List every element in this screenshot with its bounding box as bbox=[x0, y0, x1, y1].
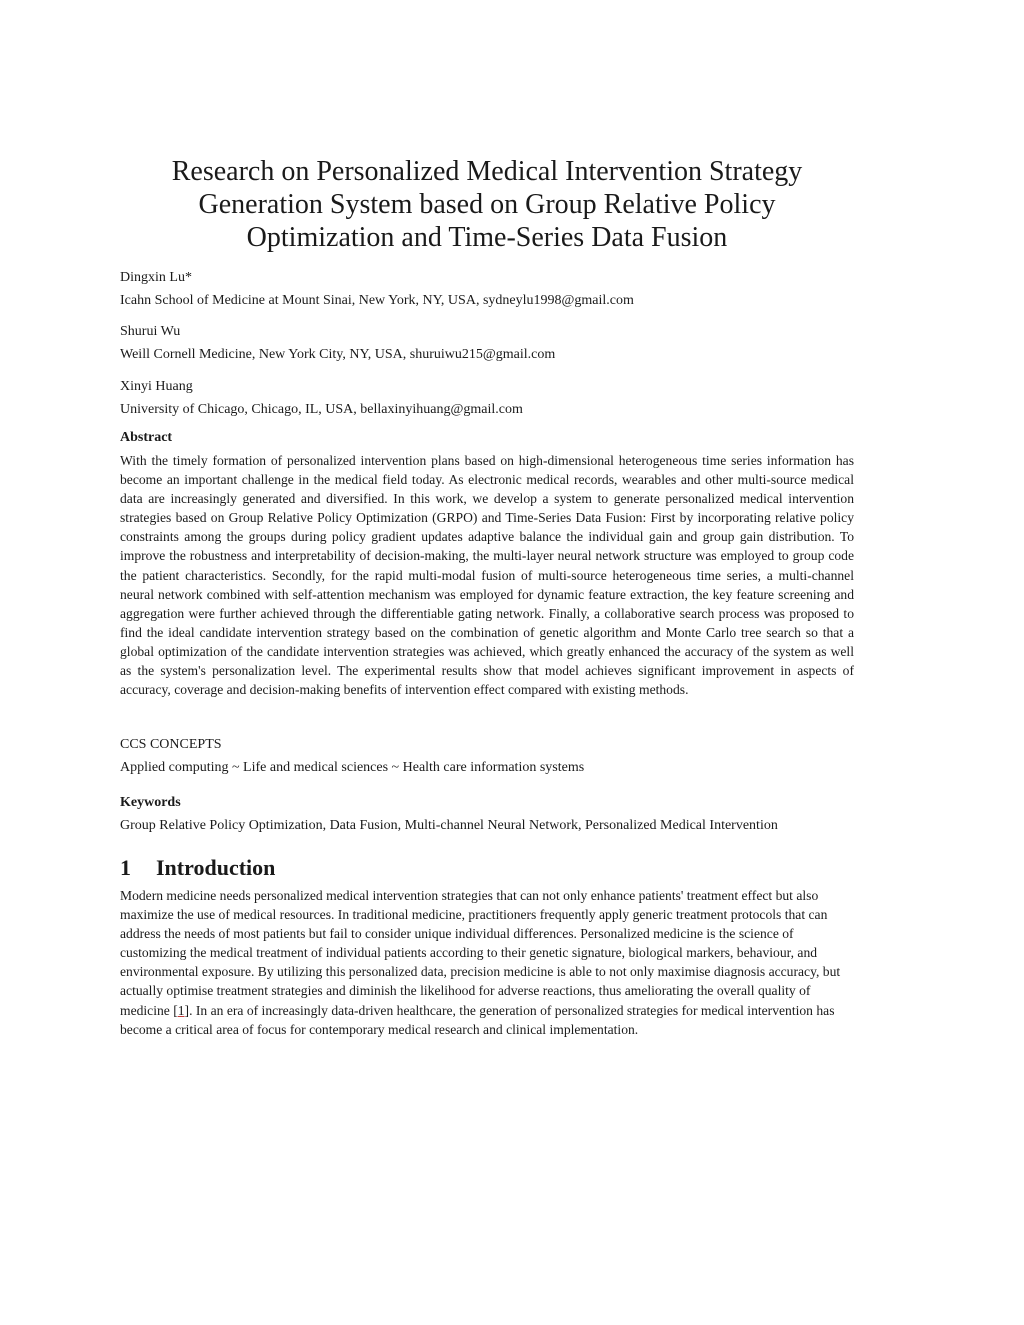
abstract-heading: Abstract bbox=[120, 430, 173, 445]
ccs-concepts-text: Applied computing ~ Life and medical sciences ~ Health care information systems bbox=[120, 760, 585, 775]
keywords-heading: Keywords bbox=[120, 795, 181, 810]
author-3-affiliation: University of Chicago, Chicago, IL, USA, bellaxinyihuang@gmail.com bbox=[120, 402, 523, 417]
author-2-affiliation: Weill Cornell Medicine, New York City, NY, USA, shuruiwu215@gmail.com bbox=[120, 347, 556, 362]
abstract-text: With the timely formation of personalized intervention plans based on high-dimensional heterogeneous time series information has become an important challenge in the medical field today. As electronic medical records, wearables and other multi-source medical data are increasingly generated and diversified. In this work, we develop a system to generate personalized medical intervention strategies based on Group Relative Policy Optimization (GRPO) and Time-Series Data Fusion: First by incorporating relative policy constraints among the groups during policy gradient updates adaptive balance the individual gain and group gain distribution. To improve the robustness and interpretability of decision-making, the multi-layer neural network structure was employed to group code the patient characteristics. Secondly, for the rapid multi-modal fusion of multi-source heterogeneous time series, a multi-channel neural network combined with self-attention mechanism was employed for dynamic feature extraction, the key feature screening and aggregation were further achieved through the differentiable gating network. Finally, a collaborative search process was proposed to find the ideal candidate intervention strategy based on the combination of genetic algorithm and Monte Carlo tree search so that a global optimization of the candidate intervention strategies was achieved, which greatly enhanced the accuracy of the system as well as the system's personalization level. The experimental results show that model achieves significant improvement in aspects of accuracy, coverage and decision-making benefits of intervention effect compared with existing methods. bbox=[120, 453, 854, 698]
title-line-3: Optimization and Time-Series Data Fusion bbox=[246, 222, 728, 253]
author-1-name: Dingxin Lu* bbox=[120, 270, 192, 285]
introduction-heading bbox=[120, 854, 275, 882]
title-line-1: Research on Personalized Medical Intervention Strategy bbox=[171, 156, 803, 187]
author-2-name: Shurui Wu bbox=[120, 324, 181, 339]
section-title: Introduction bbox=[156, 855, 276, 880]
introduction-paragraph bbox=[120, 886, 854, 1039]
intro-text-part-2: ]. In an era of increasingly data-driven healthcare, the generation of personalized strategies for medical intervention has become a critical area of focus for contemporary medical research and clinical implementation. bbox=[120, 1002, 835, 1037]
title-line-2: Generation System based on Group Relative Policy bbox=[198, 189, 776, 220]
author-3-name: Xinyi Huang bbox=[120, 379, 193, 394]
paper-title bbox=[110, 155, 864, 254]
author-1-affiliation: Icahn School of Medicine at Mount Sinai, New York, NY, USA, sydneylu1998@gmail.com bbox=[120, 293, 634, 308]
intro-text-part-1: Modern medicine needs personalized medical intervention strategies that can not only enhance patients' treatment effect but also maximize the use of medical resources. In traditional medicine, practitioners frequently apply generic treatment protocols that can address the needs of most patients but fail to consider unique individual differences. Personalized medicine is the science of customizing the medical treatment of individual patients according to their genetic signature, biological markers, behaviour, and environmental exposure. By utilizing this personalized data, precision medicine is able to not only maximise diagnosis accuracy, but actually optimise treatment strategies and diminish the likelihood for adverse reactions, thus ameliorating the overall quality of medicine [ bbox=[120, 888, 841, 1018]
citation-link[interactable]: 1 bbox=[177, 1002, 185, 1018]
ccs-concepts-heading: CCS CONCEPTS bbox=[120, 737, 222, 752]
section-number: 1 bbox=[120, 855, 131, 880]
keywords-text: Group Relative Policy Optimization, Data Fusion, Multi-channel Neural Network, Personalized Medical Intervention bbox=[120, 818, 778, 833]
